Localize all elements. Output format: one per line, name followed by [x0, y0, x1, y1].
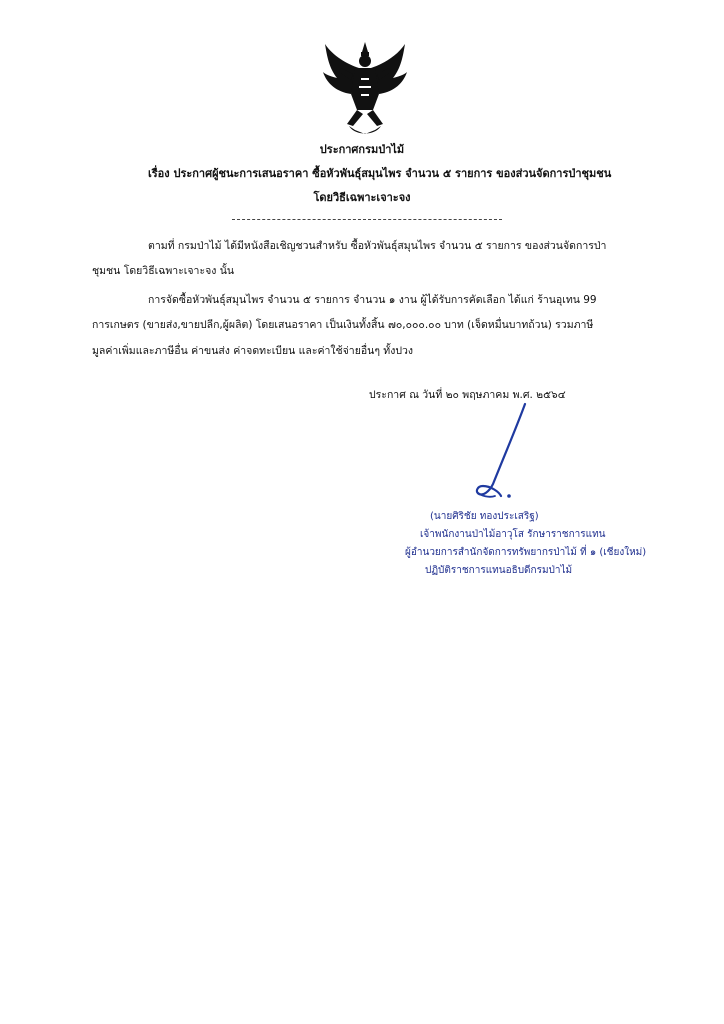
announcement-date: ประกาศ ณ วันที่ ๒๐ พฤษภาคม พ.ศ. ๒๕๖๔ — [369, 389, 566, 401]
paragraph-1-line-1: ตามที่ กรมป่าไม้ ได้มีหนังสือเชิญชวนสำหรับ ซื้อหัวพันธุ์สมุนไพร จำนวน ๕ รายการ ของส่วนจัดการป่า — [148, 240, 607, 252]
signatory-position-3: ปฏิบัติราชการแทนอธิบดีกรมป่าไม้ — [425, 565, 573, 576]
signatory-position-1: เจ้าพนักงานป่าไม้อาวุโส รักษาราชการแทน — [420, 529, 606, 540]
handwritten-signature-icon — [455, 396, 545, 506]
paragraph-1-line-2: ชุมชน โดยวิธีเฉพาะเจาะจง นั้น — [92, 265, 235, 277]
paragraph-2-line-3: มูลค่าเพิ่มและภาษีอื่น ค่าขนส่ง ค่าจดทะเบียน และค่าใช้จ่ายอื่นๆ ทั้งปวง — [92, 345, 414, 357]
document-title: ประกาศกรมป่าไม้ — [319, 143, 405, 156]
paragraph-2-line-1: การจัดซื้อหัวพันธุ์สมุนไพร จำนวน ๕ รายการ จำนวน ๑ งาน ผู้ได้รับการคัดเลือก ได้แก่ ร้านอุเทน 99 — [148, 294, 597, 306]
document-subject: เรื่อง ประกาศผู้ชนะการเสนอราคา ซื้อหัวพันธุ์สมุนไพร จำนวน ๕ รายการ ของส่วนจัดการป่าชุมชน — [148, 167, 612, 180]
garuda-emblem-icon — [319, 38, 411, 138]
paragraph-2-line-2: การเกษตร (ขายส่ง,ขายปลีก,ผู้ผลิต) โดยเสนอราคา เป็นเงินทั้งสิ้น ๗๐,๐๐๐.๐๐ บาท (เจ็ดหมื่นบาทถ้วน) รวมภาษี — [92, 319, 594, 331]
divider — [232, 219, 502, 220]
signatory-name: (นายศิริชัย ทองประเสริฐ) — [430, 511, 539, 522]
signatory-position-2: ผู้อำนวยการสำนักจัดการทรัพยากรป่าไม้ ที่ ๑ (เชียงใหม่) — [405, 547, 647, 558]
procurement-method: โดยวิธีเฉพาะเจาะจง — [313, 191, 411, 204]
